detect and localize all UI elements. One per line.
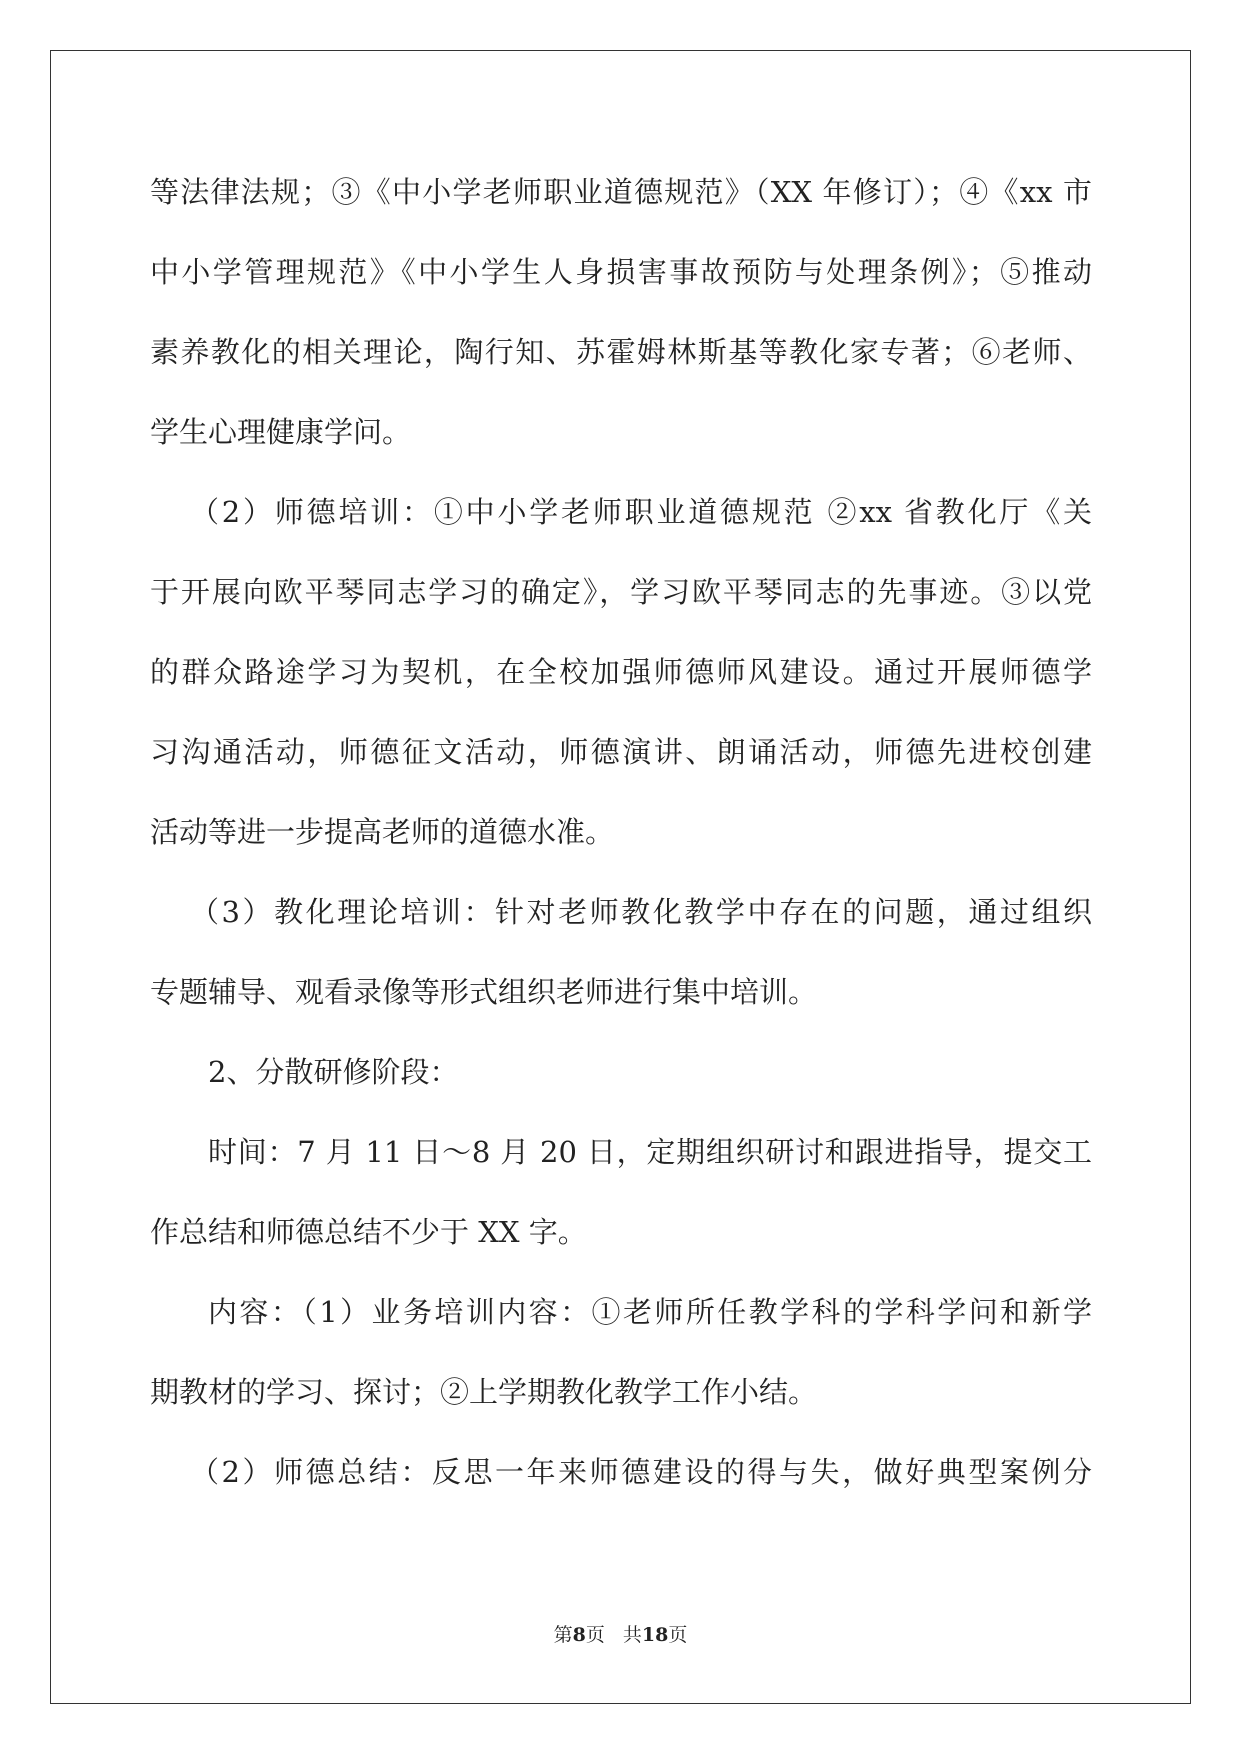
text-line: 时间：7 月 11 日～8 月 20 日，定期组织研讨和跟进指导，提交工 bbox=[208, 1135, 1092, 1169]
text-line: 作总结和师德总结不少于 XX 字。 bbox=[150, 1215, 587, 1249]
text-line: （2）师德培训：①中小学老师职业道德规范 ②xx 省教化厅《关 bbox=[190, 495, 1092, 529]
text-line: 专题辅导、观看录像等形式组织老师进行集中培训。 bbox=[150, 975, 818, 1009]
text-line: （2）师德总结：反思一年来师德建设的得与失，做好典型案例分 bbox=[190, 1455, 1092, 1489]
page-footer bbox=[0, 1620, 1241, 1647]
page-suffix: 页 bbox=[585, 1624, 605, 1646]
text-line: 学生心理健康学问。 bbox=[150, 415, 412, 449]
text-line: 内容：（1）业务培训内容：①老师所任教学科的学科学问和新学 bbox=[208, 1295, 1092, 1329]
total-suffix: 页 bbox=[668, 1624, 688, 1646]
total-prefix: 共 bbox=[622, 1624, 642, 1646]
text-line: 2、分散研修阶段： bbox=[208, 1055, 459, 1089]
text-line: （3）教化理论培训：针对老师教化教学中存在的问题，通过组织 bbox=[190, 895, 1092, 929]
text-line: 活动等进一步提高老师的道德水准。 bbox=[150, 815, 615, 849]
text-line: 习沟通活动，师德征文活动，师德演讲、朗诵活动，师德先进校创建 bbox=[150, 735, 1092, 769]
text-line: 的群众路途学习为契机，在全校加强师德师风建设。通过开展师德学 bbox=[150, 655, 1092, 689]
text-line: 素养教化的相关理论，陶行知、苏霍姆林斯基等教化家专著；⑥老师、 bbox=[150, 335, 1092, 369]
text-line: 中小学管理规范》《中小学生人身损害事故预防与处理条例》；⑤推动 bbox=[150, 255, 1092, 289]
page-current: 8 bbox=[572, 1624, 586, 1646]
page-prefix: 第 bbox=[553, 1624, 573, 1646]
page-total: 18 bbox=[641, 1624, 669, 1646]
document-body bbox=[150, 152, 1092, 1512]
text-line: 于开展向欧平琴同志学习的确定》，学习欧平琴同志的先事迹。③以党 bbox=[150, 575, 1092, 609]
text-line: 等法律法规；③《中小学老师职业道德规范》（XX 年修订）；④《xx 市 bbox=[150, 175, 1092, 209]
text-line: 期教材的学习、探讨；②上学期教化教学工作小结。 bbox=[150, 1375, 818, 1409]
